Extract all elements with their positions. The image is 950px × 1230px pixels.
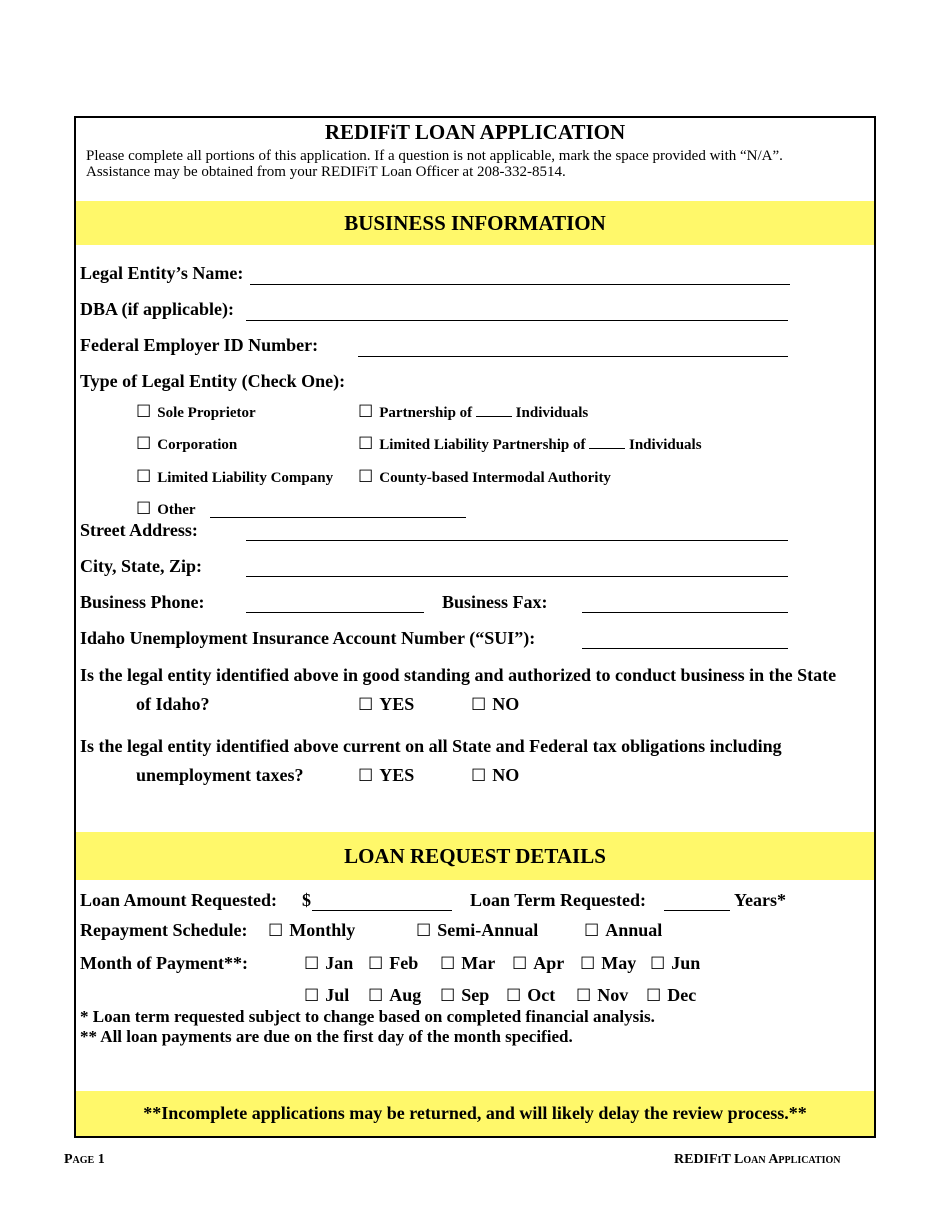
warning-band	[76, 1091, 874, 1136]
fax-field[interactable]	[582, 612, 788, 613]
fein-field[interactable]	[358, 356, 788, 357]
q1-no-option[interactable]: ☐ NO	[471, 694, 520, 714]
currency-symbol: $	[302, 890, 311, 910]
phone-label: Business Phone:	[80, 592, 205, 612]
option-sole-proprietor[interactable]: ☐ Sole Proprietor	[136, 402, 256, 421]
q1-line-2: of Idaho?	[136, 694, 210, 714]
q1-yes-option[interactable]: ☐ YES	[358, 694, 415, 714]
business-info-band	[76, 201, 874, 245]
semi-annual-checkbox[interactable]: ☐	[416, 921, 432, 940]
corporation-checkbox[interactable]: ☐	[136, 434, 152, 453]
q1-line-1: Is the legal entity identified above in good standing and authorized to conduct business in the State	[80, 665, 837, 685]
month-jan[interactable]: ☐ Jan	[304, 953, 354, 973]
q2-yes-option[interactable]: ☐ YES	[358, 765, 415, 785]
month-mar[interactable]: ☐ Mar	[440, 953, 496, 973]
other-field[interactable]	[210, 517, 466, 518]
repayment-semi-annual[interactable]: ☐ Semi-Annual	[416, 920, 539, 940]
q2-line-2: unemployment taxes?	[136, 765, 304, 785]
repayment-annual[interactable]: ☐ Annual	[584, 920, 663, 940]
intro-line-1: Please complete all portions of this application. If a question is not applicable, mark the space provided with “N/A”.	[86, 148, 783, 164]
legal-name-label: Legal Entity’s Name:	[80, 263, 244, 283]
llp-checkbox[interactable]: ☐	[358, 434, 374, 453]
q2-no-checkbox[interactable]: ☐	[471, 766, 487, 785]
intro-line-2: Assistance may be obtained from your REDIFiT Loan Officer at 208-332-8514.	[86, 164, 566, 180]
loan-term-field[interactable]	[664, 910, 730, 911]
sui-field[interactable]	[582, 648, 788, 649]
dba-field[interactable]	[246, 320, 788, 321]
loan-details-heading: LOAN REQUEST DETAILS	[344, 844, 606, 868]
dba-label: DBA (if applicable):	[80, 299, 235, 319]
month-dec[interactable]: ☐ Dec	[646, 985, 697, 1005]
footer-doc-title: REDIFiT Loan Application	[674, 1152, 841, 1167]
q2-no-option[interactable]: ☐ NO	[471, 765, 520, 785]
month-sep[interactable]: ☐ Sep	[440, 985, 490, 1005]
llp-count-field[interactable]	[589, 448, 625, 449]
month-nov[interactable]: ☐ Nov	[576, 985, 629, 1005]
q1-yes-checkbox[interactable]: ☐	[358, 695, 374, 714]
form-title: REDIFiT LOAN APPLICATION	[324, 120, 626, 144]
month-jul[interactable]: ☐ Jul	[304, 985, 350, 1005]
month-oct[interactable]: ☐ Oct	[506, 985, 556, 1005]
month-feb[interactable]: ☐ Feb	[368, 953, 419, 973]
legal-name-field[interactable]	[250, 284, 790, 285]
application-form	[74, 116, 876, 1138]
option-other[interactable]: ☐ Other	[136, 499, 196, 518]
partnership-checkbox[interactable]: ☐	[358, 402, 374, 421]
incomplete-warning: **Incomplete applications may be returned, and will likely delay the review process.**	[143, 1103, 807, 1123]
sui-label: Idaho Unemployment Insurance Account Number (“SUI”):	[80, 628, 536, 648]
q2-yes-checkbox[interactable]: ☐	[358, 766, 374, 785]
repayment-label: Repayment Schedule:	[80, 920, 248, 940]
fein-label: Federal Employer ID Number:	[80, 335, 319, 355]
other-checkbox[interactable]: ☐	[136, 499, 152, 518]
month-may[interactable]: ☐ May	[580, 953, 637, 973]
option-county[interactable]: ☐ County-based Intermodal Authority	[358, 467, 611, 486]
loan-amount-label: Loan Amount Requested:	[80, 890, 278, 910]
entity-type-label: Type of Legal Entity (Check One):	[80, 371, 346, 391]
business-info-heading: BUSINESS INFORMATION	[344, 211, 606, 235]
repayment-monthly[interactable]: ☐ Monthly	[268, 920, 356, 940]
option-llp[interactable]: ☐ Limited Liability Partnership of Individuals	[358, 434, 702, 453]
county-checkbox[interactable]: ☐	[358, 467, 374, 486]
note-loan-term: * Loan term requested subject to change based on completed financial analysis.	[80, 1007, 655, 1026]
note-payments-due: ** All loan payments are due on the first day of the month specified.	[80, 1027, 573, 1046]
month-aug[interactable]: ☐ Aug	[368, 985, 422, 1005]
llc-checkbox[interactable]: ☐	[136, 467, 152, 486]
month-jun[interactable]: ☐ Jun	[650, 953, 701, 973]
loan-term-label: Loan Term Requested:	[470, 890, 647, 910]
monthly-checkbox[interactable]: ☐	[268, 921, 284, 940]
city-field[interactable]	[246, 576, 788, 577]
option-corporation[interactable]: ☐ Corporation	[136, 434, 238, 453]
option-llc[interactable]: ☐ Limited Liability Company	[136, 467, 334, 486]
street-field[interactable]	[246, 540, 788, 541]
fax-label: Business Fax:	[442, 592, 548, 612]
phone-field[interactable]	[246, 612, 424, 613]
q1-no-checkbox[interactable]: ☐	[471, 695, 487, 714]
city-label: City, State, Zip:	[80, 556, 203, 576]
partnership-count-field[interactable]	[476, 416, 512, 417]
annual-checkbox[interactable]: ☐	[584, 921, 600, 940]
loan-amount-field[interactable]	[312, 910, 452, 911]
option-partnership[interactable]: ☐ Partnership of Individuals	[358, 402, 589, 421]
years-label: Years*	[734, 890, 786, 910]
street-label: Street Address:	[80, 520, 198, 540]
q2-line-1: Is the legal entity identified above current on all State and Federal tax obligations including	[80, 736, 782, 756]
sole-proprietor-checkbox[interactable]: ☐	[136, 402, 152, 421]
month-of-payment-label: Month of Payment**:	[80, 953, 248, 973]
loan-details-band	[76, 832, 874, 880]
month-apr[interactable]: ☐ Apr	[512, 953, 565, 973]
page-number: Page 1	[64, 1152, 105, 1167]
